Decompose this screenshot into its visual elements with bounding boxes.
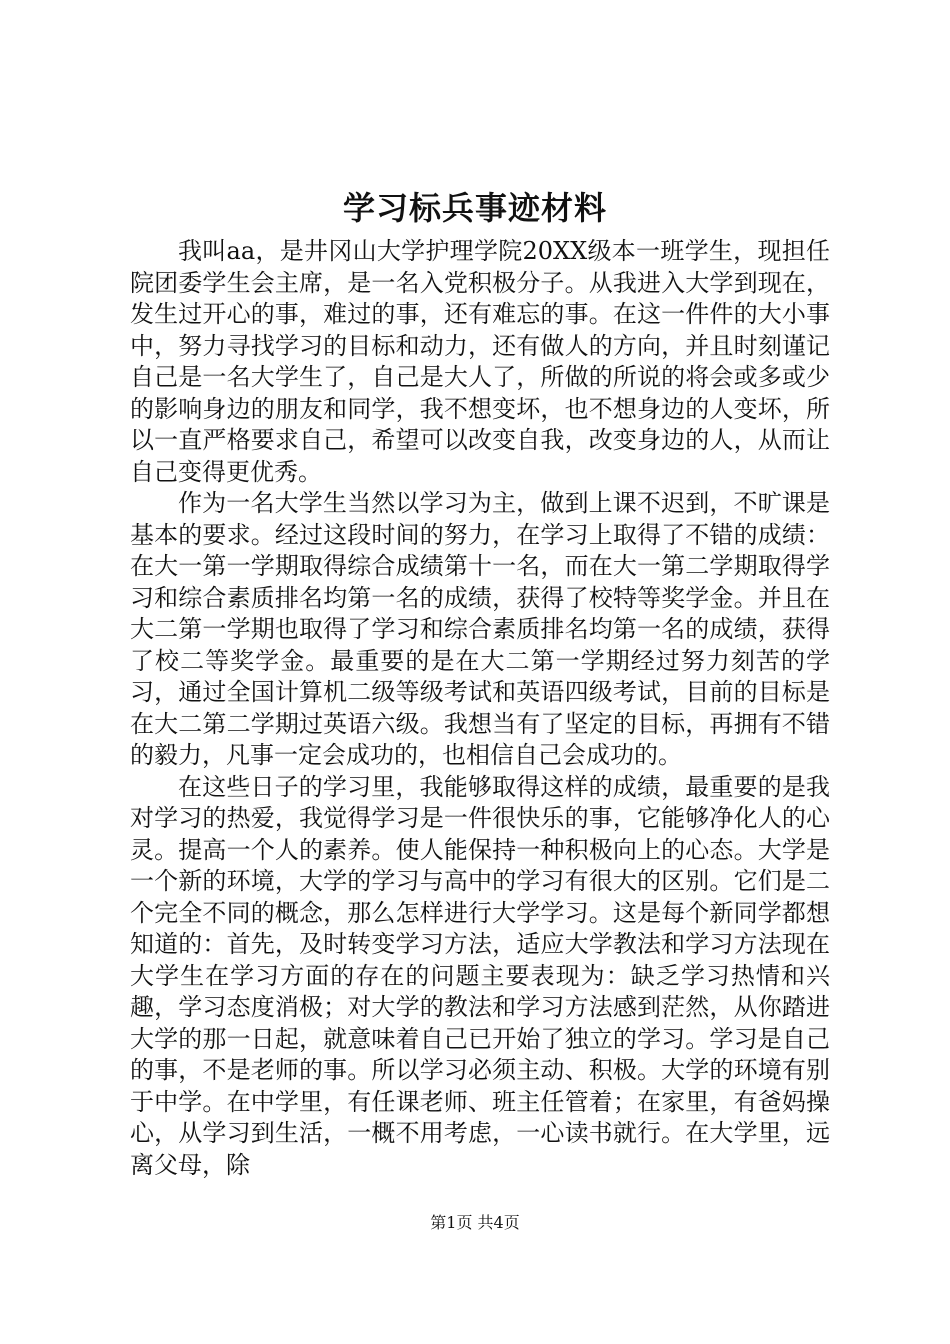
document-title: 学习标兵事迹材料 — [342, 189, 607, 227]
page-number-footer: 第1页 共4页 — [430, 1213, 520, 1232]
paragraph-1: 我叫aa，是井冈山大学护理学院20XX级本一班学生，现担任院团委学生会主席，是一名入党积极分子。从我进入大学到现在，发生过开心的事，难过的事，还有难忘的事。在这一件件的大小事中，努力寻找学习的目标和动力，还有做人的方向，并且时刻谨记自己是一名大学生了，自己是大人了，所做的所说的将会或多或少的影响身边的朋友和同学，我不想变坏，也不想身边的人变坏，所以一直严格要求自己，希望可以改变自我，改变身边的人，从而让自己变得更优秀。 — [130, 237, 830, 486]
paragraph-2: 作为一名大学生当然以学习为主，做到上课不迟到，不旷课是基本的要求。经过这段时间的努力，在学习上取得了不错的成绩：在大一第一学期取得综合成绩第十一名，而在大一第二学期取得学习和综合素质排名均第一名的成绩，获得了校特等奖学金。并且在大二第一学期也取得了学习和综合素质排名均第一名的成绩，获得了校二等奖学金。最重要的是在大二第一学期经过努力刻苦的学习，通过全国计算机二级等级考试和英语四级考试，目前的目标是在大二第二学期过英语六级。我想当有了坚定的目标，再拥有不错的毅力，凡事一定会成功的，也相信自己会成功的。 — [130, 489, 830, 769]
document-body — [130, 236, 830, 1181]
paragraph-3: 在这些日子的学习里，我能够取得这样的成绩，最重要的是我对学习的热爱，我觉得学习是一件很快乐的事，它能够净化人的心灵。提高一个人的素养。使人能保持一种积极向上的心态。大学是一个新的环境，大学的学习与高中的学习有很大的区别。它们是二个完全不同的概念，那么怎样进行大学学习。这是每个新同学都想知道的：首先，及时转变学习方法，适应大学教法和学习方法现在大学生在学习方面的存在的问题主要表现为：缺乏学习热情和兴趣，学习态度消极；对大学的教法和学习方法感到茫然，从你踏进大学的那一日起，就意味着自己已开始了独立的学习。学习是自己的事，不是老师的事。所以学习必须主动、积极。大学的环境有别于中学。在中学里，有任课老师、班主任管着；在家里，有爸妈操心，从学习到生活，一概不用考虑，一心读书就行。在大学里，远离父母，除 — [130, 772, 830, 1179]
